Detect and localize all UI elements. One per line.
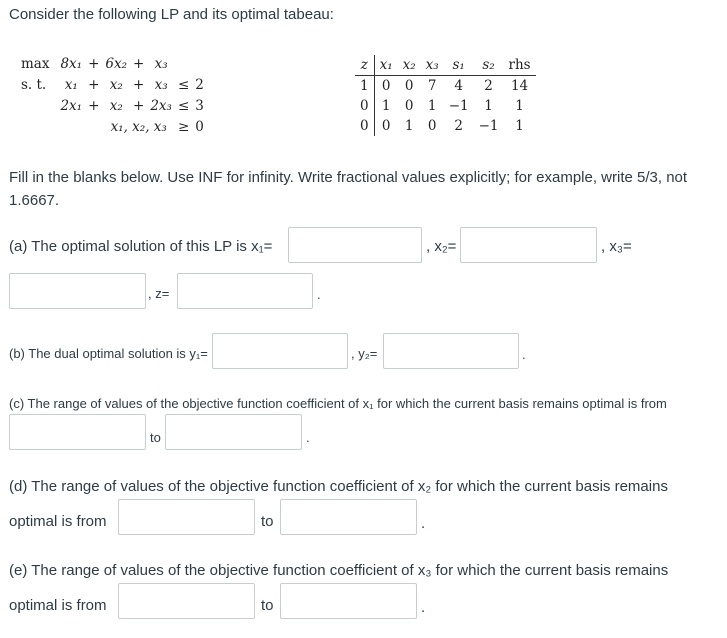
tableau-cell: 0 <box>374 76 398 97</box>
lp-row <box>18 53 207 74</box>
d-from-input[interactable] <box>118 499 255 535</box>
tableau-cell: 0 <box>360 98 369 114</box>
tableau-cell: 0 <box>360 118 369 134</box>
lp-cell: 0 <box>195 118 204 135</box>
lp-cell: + <box>133 97 145 114</box>
lp-row <box>18 95 207 116</box>
lp-cell: max <box>21 55 50 72</box>
y2-label: , y₂= <box>351 346 378 361</box>
tableau-cell: 1 <box>515 118 524 134</box>
y1-answer-input[interactable] <box>212 333 348 369</box>
intro-text: Consider the following LP and its optimal tabeau: <box>9 6 334 23</box>
tableau-cell: 1 <box>360 78 369 94</box>
lp-cell: ≤ <box>177 97 190 114</box>
question-c-text: (c) The range of values of the objective function coefficient of x₁ for which the current basis remains optimal is from <box>9 396 667 411</box>
c-from-input[interactable] <box>9 414 146 450</box>
lp-cell: x₁, x₂, x₃ <box>110 118 167 135</box>
tableau-header: x₃ <box>421 55 444 76</box>
tableau-cell: 1 <box>404 118 414 134</box>
lp-cell: + <box>88 76 100 93</box>
question-e-text: (e) The range of values of the objective function coefficient of x₃ for which the current basis remains <box>9 562 669 579</box>
e-from-input[interactable] <box>118 583 255 619</box>
question-d-text: (d) The range of values of the objective function coefficient of x₂ for which the current basis remains <box>9 478 668 495</box>
lp-cell <box>175 53 192 74</box>
d-to-label: to <box>261 513 274 530</box>
lp-cell: x₂ <box>109 76 123 93</box>
question-d-period: . <box>421 515 426 532</box>
tableau-cell: 1 <box>427 98 437 114</box>
question-c-period: . <box>306 430 310 445</box>
lp-cell: + <box>88 55 100 72</box>
tableau-cell: 0 <box>404 98 414 114</box>
lp-cell: + <box>133 55 145 72</box>
lp-cell <box>18 116 57 137</box>
y2-answer-input[interactable] <box>383 333 519 369</box>
tableau-header: x₂ <box>398 55 421 76</box>
x3-answer-input[interactable] <box>9 273 146 309</box>
lp-cell: 2x₁ <box>60 97 83 114</box>
lp-cell: ≤ <box>177 76 190 93</box>
lp-cell: + <box>133 76 145 93</box>
tableau-header: s₁ <box>444 55 474 76</box>
d-to-input[interactable] <box>280 499 417 535</box>
tableau-cell: 4 <box>454 78 463 94</box>
lp-cell: 2x₃ <box>150 97 172 114</box>
tableau-header: x₁ <box>374 55 398 76</box>
tableau-cell: 1 <box>515 98 524 114</box>
fill-instructions: Fill in the blanks below. Use INF for infinity. Write fractional values explicitly; for example, write 5/3, not 1.6667. <box>9 169 688 209</box>
question-e-text-2: optimal is from <box>9 597 107 614</box>
x2-answer-input[interactable] <box>460 227 597 263</box>
tableau-row <box>355 96 536 116</box>
x2-label: , x₂= <box>426 238 457 255</box>
lp-cell: + <box>88 97 100 114</box>
optimal-tableau <box>355 55 536 136</box>
tableau-cell: −1 <box>448 98 469 114</box>
lp-cell: x₁ <box>64 76 78 93</box>
tableau-cell: 2 <box>484 78 493 94</box>
tableau-cell: −1 <box>478 118 499 134</box>
question-b-text: (b) The dual optimal solution is y₁= <box>9 346 208 361</box>
question-d-text-2: optimal is from <box>9 513 107 530</box>
lp-cell <box>192 53 207 74</box>
tableau-cell: 1 <box>484 98 493 114</box>
tableau-cell: 14 <box>510 78 529 94</box>
tableau-cell: 2 <box>454 118 463 134</box>
lp-cell <box>57 116 85 137</box>
tableau-header: z <box>355 55 374 76</box>
lp-cell: 8x₁ <box>60 55 83 72</box>
lp-formulation <box>18 53 207 137</box>
z-answer-input[interactable] <box>177 273 313 309</box>
c-to-label: to <box>150 430 161 445</box>
lp-cell: 3 <box>195 97 204 114</box>
x3-label: , x₃= <box>601 238 632 255</box>
tableau-row <box>355 76 536 97</box>
tableau-header: s₂ <box>474 55 504 76</box>
lp-row <box>18 74 207 95</box>
z-label: , z= <box>148 286 170 301</box>
lp-cell <box>85 116 102 137</box>
lp-cell <box>18 95 57 116</box>
tableau-cell: 0 <box>427 118 437 134</box>
question-a-text: (a) The optimal solution of this LP is x₁= <box>9 238 273 255</box>
e-to-label: to <box>261 597 274 614</box>
tableau-cell: 0 <box>404 78 414 94</box>
x1-answer-input[interactable] <box>288 227 422 263</box>
lp-row <box>18 116 207 137</box>
lp-cell: s. t. <box>21 76 47 93</box>
tableau-cell: 0 <box>374 116 398 136</box>
tableau-row <box>355 116 536 136</box>
tableau-header: rhs <box>504 55 536 76</box>
tableau-cell: 7 <box>427 78 437 94</box>
question-b-period: . <box>522 347 526 362</box>
lp-cell: x₃ <box>154 76 168 93</box>
question-e-period: . <box>421 599 426 616</box>
lp-cell: 6x₂ <box>105 55 128 72</box>
c-to-input[interactable] <box>165 414 302 450</box>
lp-cell: 2 <box>195 76 204 93</box>
tableau-cell: 1 <box>374 96 398 116</box>
e-to-input[interactable] <box>280 583 417 619</box>
question-a-period: . <box>317 287 321 302</box>
lp-cell: x₂ <box>109 97 123 114</box>
lp-cell: x₃ <box>154 55 168 72</box>
lp-cell: ≥ <box>177 118 190 135</box>
